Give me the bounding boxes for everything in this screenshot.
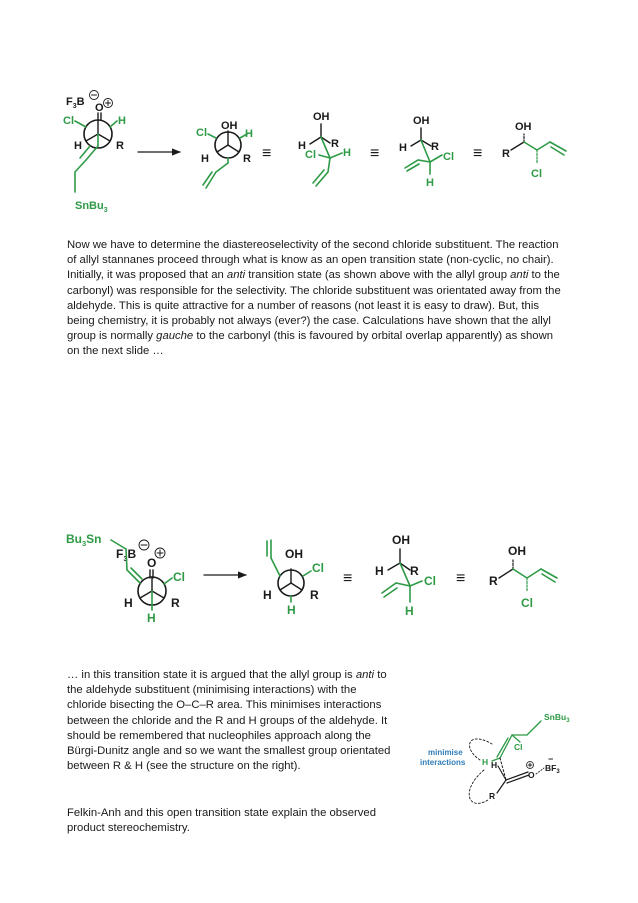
h-label: H — [482, 757, 489, 767]
oxygen-label: O — [147, 556, 157, 570]
h-label: H — [343, 147, 351, 159]
oh-label: OH — [313, 111, 330, 123]
equivalence-symbol: ≡ — [370, 145, 380, 162]
r-label: R — [410, 564, 419, 578]
h-label: H — [491, 760, 498, 770]
oh-label: OH — [508, 544, 526, 558]
r-label: R — [243, 153, 251, 165]
snbu3-label: SnBu$_3$ — [544, 712, 570, 724]
r-label: R — [489, 574, 498, 588]
product-1-newman — [196, 120, 253, 188]
oxygen-label: O — [95, 102, 104, 114]
product-2-zigzag — [489, 544, 557, 610]
product-2-newman — [263, 540, 324, 617]
equivalence-symbol: ≡ — [473, 145, 483, 162]
equivalence-symbol: ≡ — [262, 145, 272, 162]
h-label: H — [426, 177, 434, 189]
r-label: R — [171, 596, 180, 610]
r-label: R — [502, 148, 510, 160]
equivalence-symbol: ≡ — [343, 570, 353, 587]
minus-charge-icon: − — [548, 754, 554, 764]
chloride-label: Cl — [514, 742, 523, 752]
h-label: H — [263, 588, 272, 602]
h-label: H — [399, 142, 407, 154]
oh-label: OH — [413, 115, 430, 127]
f3b-label: $F_3B$ — [116, 547, 137, 563]
r-label: R — [489, 791, 496, 801]
h-label: H — [287, 603, 296, 617]
h-label: H — [201, 153, 209, 165]
snbu3-label: SnBu$_3$ — [75, 200, 108, 214]
h-label: H — [118, 115, 126, 127]
r-label: R — [116, 140, 124, 152]
oh-label: OH — [221, 120, 238, 132]
chloride-label: Cl — [173, 570, 185, 584]
bu3sn-label: $Bu_3Sn$ — [66, 532, 102, 548]
chloride-label: Cl — [63, 115, 74, 127]
bf3-label: $BF_3$ — [545, 763, 560, 775]
reaction-scheme-2 — [0, 520, 638, 640]
f3b-label: $F_3B$ — [66, 96, 85, 110]
transition-state-2-newman — [66, 532, 185, 625]
product-1-sawhorse — [298, 111, 351, 186]
oh-label: OH — [285, 547, 303, 561]
r-label: R — [310, 588, 319, 602]
h-label: H — [298, 140, 306, 152]
interactions-label: interactions — [420, 758, 466, 767]
h-label: H — [405, 604, 414, 618]
oh-label: OH — [392, 533, 410, 547]
burgi-dunitz-diagram — [410, 705, 620, 825]
h-label: H — [124, 596, 133, 610]
h-label: H — [147, 611, 156, 625]
chloride-label: Cl — [424, 574, 436, 588]
oh-label: OH — [515, 121, 532, 133]
h-label: H — [74, 140, 82, 152]
r-label: R — [431, 141, 439, 153]
product-1-sawhorse-rotated — [399, 115, 454, 189]
transition-state-1-newman — [63, 91, 126, 215]
chloride-label: Cl — [521, 596, 533, 610]
reaction-scheme-1 — [0, 0, 638, 225]
paragraph-open-transition-state: … in this transition state it is argued that the allyl group is anti to the aldehyde substituent (minimising interactions) with the chloride bisecting the O–C–R area. This minimises interactions between the chloride and the R and H groups of the aldehyde. It should be remembered that nucleophiles approach along the Bürgi-Dunitz angle and so we want the smallest group orientated between R & H (see the structure on the right). — [67, 669, 391, 773]
interaction-curve — [470, 739, 492, 760]
paragraph-felkin-anh: Felkin-Anh and this open transition state explain the observed product stereochemistry. — [67, 807, 376, 835]
product-2-sawhorse — [375, 533, 436, 618]
oxygen-label: O — [528, 770, 535, 780]
chloride-label: Cl — [531, 168, 542, 180]
r-label: R — [331, 138, 339, 150]
chloride-label: Cl — [196, 127, 207, 139]
equivalence-symbol: ≡ — [456, 570, 466, 587]
h-label: H — [375, 564, 384, 578]
chloride-label: Cl — [312, 561, 324, 575]
product-1-zigzag — [502, 121, 566, 180]
paragraph-anti-transition-state: Now we have to determine the diastereoselectivity of the second chloride substituent. The reaction of allyl stannanes proceed through what is know as an open transition state (non-cyclic, no chair). Initially, it was proposed that an anti transition state (as shown above with the allyl group anti to the carbonyl) was responsible for the selectivity. The chloride substituent was orientated away from the aldehyde. This is quite attractive for a number of reasons (not least it is easy to draw). But, this being chemistry, it is probably not always (ever?) the case. Calculations have shown that the allyl group is normally gauche to the carbonyl (this is favoured by orbital overlap apparently) as shown on the next slide … — [67, 239, 561, 358]
chloride-label: Cl — [305, 149, 316, 161]
h-label: H — [245, 128, 253, 140]
interaction-curve — [469, 770, 488, 803]
chloride-label: Cl — [443, 151, 454, 163]
minimise-label: minimise — [428, 748, 463, 757]
